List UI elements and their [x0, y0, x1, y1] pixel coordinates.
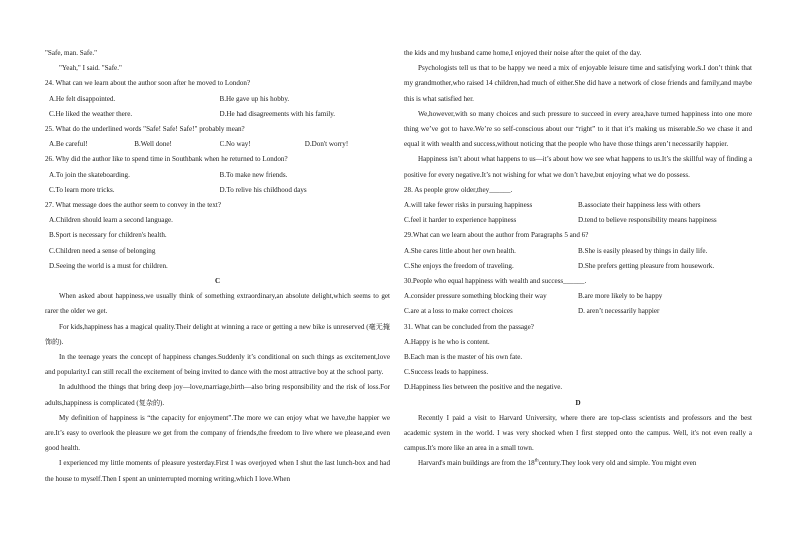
option-d: D.tend to believe responsibility means happiness [578, 216, 717, 225]
option-d: D.Seeing the world is a must for children. [49, 261, 168, 270]
option-a: A.To join the skateboarding. [49, 170, 130, 179]
text-run: century.They look very old and simple. You might even [538, 459, 697, 468]
options-row [404, 289, 752, 304]
options-row [404, 259, 752, 274]
section-heading-c: C [214, 277, 221, 286]
option-d: D.Happiness lies between the positive and the negative. [404, 383, 563, 392]
dialog-line: "Safe, man. Safe." [45, 49, 98, 57]
question-stem: 31. What can be concluded from the passage? [404, 322, 534, 331]
passage-paragraph: I experienced my little moments of pleasure yesterday.First I was overjoyed when I shut the last lunch-box and had the house to myself.Then I spent an uninterrupted morning writing,which I love.When [45, 459, 390, 483]
option-c: C.To learn more tricks. [49, 185, 115, 194]
passage-paragraph: In the teenage years the concept of happiness changes.Suddenly it’s conditional on such things as excitement,love and popularity.I can still recall the excitement of being invited to dance with the most attractive boy at the school party. [45, 353, 390, 377]
option-b: B.associate their happiness less with others [578, 201, 701, 210]
option-b: B.are more likely to be happy [578, 292, 663, 301]
question-stem: 30.People who equal happiness with wealth and success______. [404, 277, 587, 286]
passage-paragraph: When asked about happiness,we usually think of something extraordinary,an absolute delight,which seems to get rarer the older we get. [45, 292, 390, 316]
option-d: D.He had disagreements with his family. [219, 109, 336, 118]
question-stem: 28. As people grow older,they______. [404, 185, 513, 194]
option-b: B.Sport is necessary for children's health. [49, 231, 167, 240]
option-a: A.will take fewer risks in pursuing happiness [404, 201, 533, 210]
question-31 [404, 320, 752, 396]
question-stem: 26. Why did the author like to spend time in Southbank when he returned to London? [45, 155, 288, 164]
question-30 [404, 274, 752, 320]
options-row [404, 304, 752, 319]
option-b: B.She is easily pleased by things in daily life. [578, 246, 708, 255]
options-row [45, 137, 390, 152]
option-c: C.Success leads to happiness. [404, 368, 489, 377]
right-column [404, 46, 752, 472]
option-c: C.feel it harder to experience happiness [404, 216, 517, 225]
options-row [45, 183, 390, 198]
text-run: Harvard's main buildings are from the 18 [418, 459, 535, 468]
option-b: B.Well done! [134, 140, 172, 149]
option-a: A.He felt disappointed. [49, 94, 116, 103]
options-row [45, 168, 390, 183]
option-c: C.No way! [219, 140, 251, 149]
passage-paragraph: Recently I paid a visit to Harvard University, where there are top-class scientists and professors and the best academic system in the world. I was very shocked when I first stepped onto the campus. Well, it's not even really a campus.It's more like an area in a small town. [404, 413, 752, 453]
passage-paragraph: Psychologists tell us that to be happy we need a mix of enjoyable leisure time and satisfying work.I don’t think that my grandmother,who raised 14 children,had much of either.She did have a network of close friends and family,and maybe this is what satisfied her. [404, 64, 752, 103]
option-b: B.Each man is the master of his own fate. [404, 353, 523, 362]
question-stem: 25. What do the underlined words "Safe! Safe! Safe!" probably mean? [45, 125, 245, 134]
option-d: D.Don't worry! [304, 140, 349, 149]
passage-paragraph [404, 456, 752, 471]
question-24 [45, 76, 390, 122]
passage-paragraph: Happiness isn’t about what happens to us—it’s about how we see what happens to us.It’s the skillful way of finding a positive for every negative.It’s not wishing for what we don’t have,but enjoying what we do possess. [404, 155, 752, 179]
section-heading-d: D [575, 398, 581, 407]
option-c: C.He liked the weather there. [49, 109, 133, 118]
option-a: A.Be careful! [49, 140, 88, 149]
option-b: B.He gave up his hobby. [219, 94, 290, 103]
question-26 [45, 152, 390, 198]
option-a: A.She cares little about her own health. [404, 246, 516, 255]
question-25 [45, 122, 390, 152]
option-b: B.To make new friends. [219, 170, 288, 179]
passage-paragraph: My definition of happiness is “the capacity for enjoyment”.The more we can enjoy what we have,the happier we are.It’s easy to overlook the pleasure we get from the company of friends,the freedom to live where we please,and even good health. [45, 413, 390, 453]
option-c: C.are at a loss to make correct choices [404, 307, 513, 316]
question-stem: 29.What can we learn about the author from Paragraphs 5 and 6? [404, 231, 589, 240]
question-28 [404, 183, 752, 229]
question-stem: 24. What can we learn about the author soon after he moved to London? [45, 79, 251, 88]
question-27 [45, 198, 390, 274]
option-a: A.Children should learn a second language. [49, 216, 173, 225]
options-row [404, 244, 752, 259]
option-c: C.She enjoys the freedom of traveling. [404, 261, 514, 270]
options-row [404, 213, 752, 228]
option-d: D.She prefers getting pleasure from housework. [578, 261, 715, 270]
options-row [404, 198, 752, 213]
dialog-line: "Yeah," I said. "Safe." [59, 64, 122, 73]
passage-paragraph: In adulthood the things that bring deep joy—love,marriage,birth—also bring responsibility and the risk of loss.For adults,happiness is complicated (复杂的). [45, 383, 390, 407]
options-row [45, 92, 390, 107]
option-d: D. aren’t necessarily happier [578, 307, 660, 316]
passage-paragraph: the kids and my husband came home,I enjoyed their noise after the quiet of the day. [404, 49, 642, 57]
option-d: D.To relive his childhood days [219, 185, 307, 194]
passage-paragraph: For kids,happiness has a magical quality.Their delight at winning a race or getting a new bike is unreserved (毫无掩饰的). [45, 322, 390, 346]
option-a: A.consider pressure something blocking their way [404, 292, 547, 301]
options-row [45, 107, 390, 122]
passage-paragraph: We,however,with so many choices and such pressure to succeed in every area,have turned happiness into one more thing we’ve got to have.We’re so self-conscious about our “right” to it that it’s making us miserable.So we chase it and equal it with wealth and success,without noticing that the people who have those things aren’t necessarily happier. [404, 109, 752, 149]
superscript: th [534, 459, 539, 465]
question-stem: 27. What message does the author seem to convey in the text? [45, 201, 221, 210]
option-a: A.Happy is he who is content. [404, 337, 490, 346]
option-c: C.Children need a sense of belonging [49, 246, 156, 255]
question-29 [404, 228, 752, 274]
left-column [45, 46, 390, 487]
